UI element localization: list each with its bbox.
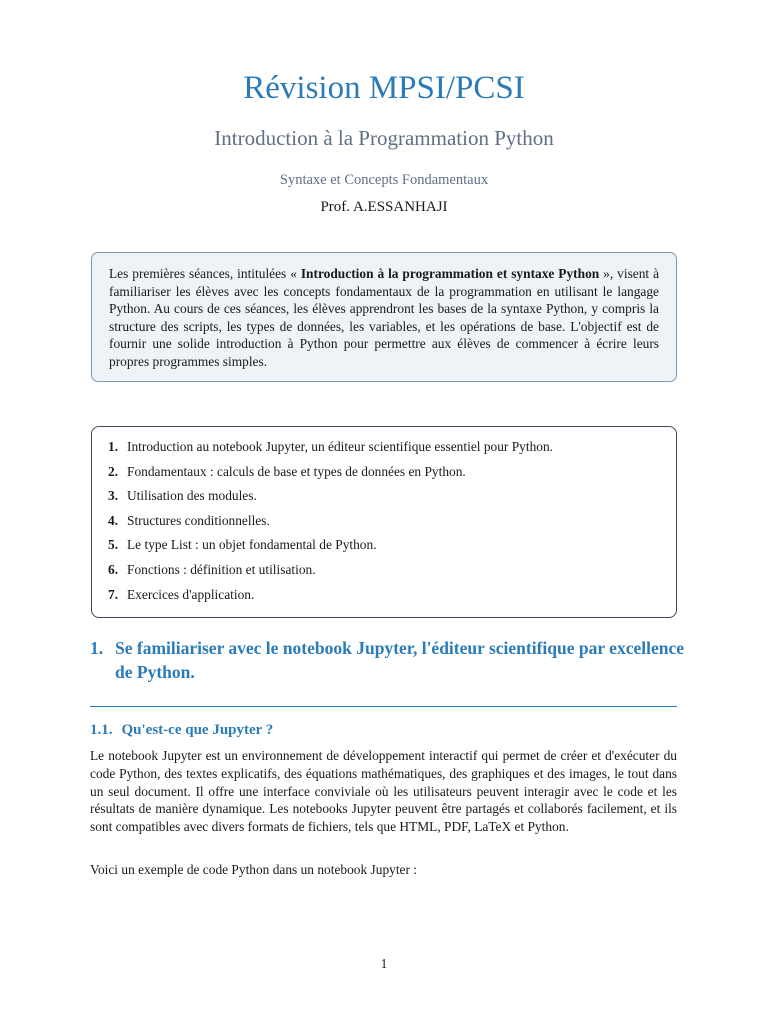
section-divider [90,706,677,707]
agenda-item-text: Structures conditionnelles. [127,512,270,528]
agenda-item-number: 1. [108,439,119,454]
intro-text-after: », visent à familiariser les élèves avec les concepts fondamentaux de la programmation en utilisant le langage Python. Au cours de ces séances, les élèves apprendront les bases de la syntaxe Python, y compris la structure des scripts, les types de données, les variables, et les opérations de base. L'objectif est de fournir une solide introduction à Python pour permettre aux élèves de commencer à écrire leurs propres programmes simples. [109,266,660,369]
agenda-item-text: Exercices d'application. [127,586,255,602]
document-subtitle: Introduction à la Programmation Python [214,126,554,150]
agenda-item [108,535,676,560]
intro-text-before: Les premières séances, intitulées « [109,266,301,281]
agenda-item [108,486,676,511]
section-heading [90,636,690,684]
document-author: Prof. A.ESSANHAJI [320,199,448,215]
section-title: Se familiariser avec le notebook Jupyter, l'éditeur scientifique par excellence de Python. [115,638,684,682]
agenda-box [91,426,677,618]
subsection-title: Qu'est-ce que Jupyter ? [121,722,274,738]
body-paragraph: Voici un exemple de code Python dans un notebook Jupyter : [90,862,418,877]
agenda-item-text: Introduction au notebook Jupyter, un éditeur scientifique essentiel pour Python. [127,439,554,454]
agenda-item-number: 7. [108,586,119,602]
document-tagline: Syntaxe et Concepts Fondamentaux [279,172,489,188]
agenda-item-number: 6. [108,561,119,577]
agenda-item-text: Fondamentaux : calculs de base et types de données en Python. [127,463,466,479]
agenda-item [108,585,676,610]
agenda-item-text: Utilisation des modules. [127,488,257,504]
intro-box [91,252,677,382]
subsection-heading [90,720,273,740]
agenda-item-number: 4. [108,512,119,528]
agenda-item [108,437,676,462]
page-number: 1 [380,956,388,971]
agenda-item-number: 3. [108,488,119,504]
document-title: Révision MPSI/PCSI [243,70,525,106]
subsection-number: 1.1. [90,722,113,738]
agenda-item-number: 2. [108,463,119,479]
agenda-item-number: 5. [108,537,119,553]
agenda-item [108,462,676,487]
agenda-item-text: Fonctions : définition et utilisation. [127,561,316,577]
section-number: 1. [90,638,104,658]
agenda-item-text: Le type List : un objet fondamental de Python. [127,537,377,553]
intro-bold-title: Introduction à la programmation et syntaxe Python [300,266,600,281]
agenda-item [108,511,676,536]
agenda-item [108,560,676,585]
body-paragraph: Le notebook Jupyter est un environnement de développement interactif qui permet de créer et d'exécuter du code Python, des textes explicatifs, des équations mathématiques, des graphiques et des images, le tout dans un seul document. Il offre une interface conviviale où les utilisateurs peuvent interagir avec le code et les résultats de manière dynamique. Les notebooks Jupyter peuvent être partagés et collaborés facilement, et ils sont compatibles avec divers formats de fichiers, tels que HTML, PDF, LaTeX et Python. [90,748,677,835]
